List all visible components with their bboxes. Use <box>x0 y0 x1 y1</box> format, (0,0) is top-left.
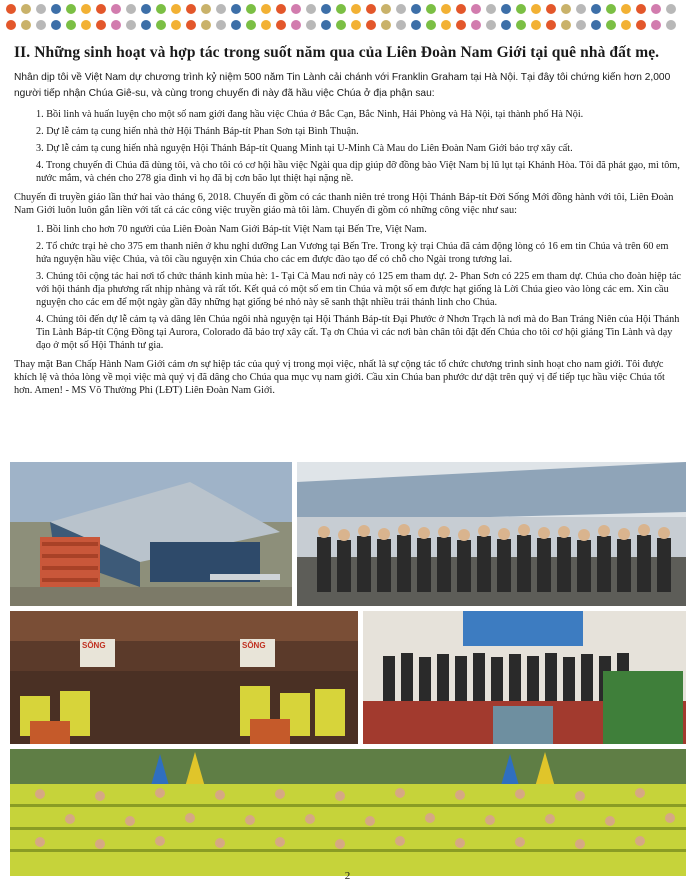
decorative-dot-border <box>6 4 690 32</box>
decorative-dot <box>396 20 406 30</box>
decorative-dot <box>396 4 406 14</box>
decorative-dot <box>606 20 616 30</box>
decorative-dot <box>471 20 481 30</box>
decorative-dot <box>6 20 16 30</box>
decorative-dot <box>276 4 286 14</box>
decorative-dot <box>441 4 451 14</box>
decorative-dot <box>381 4 391 14</box>
page-number: 2 <box>344 870 351 882</box>
decorative-dot <box>21 20 31 30</box>
decorative-dot <box>306 4 316 14</box>
decorative-dot <box>486 20 496 30</box>
decorative-dot <box>546 4 556 14</box>
decorative-dot <box>621 4 631 14</box>
decorative-dot <box>6 4 16 14</box>
decorative-dot <box>36 20 46 30</box>
decorative-dot <box>666 4 676 14</box>
decorative-dot <box>141 20 151 30</box>
decorative-dot <box>351 4 361 14</box>
decorative-dot <box>246 20 256 30</box>
decorative-dot <box>636 4 646 14</box>
article-content <box>14 44 682 403</box>
second-trip-paragraph: Chuyến đi truyền giáo lần thứ hai vào tháng 6, 2018. Chuyến đi gồm có các thanh niên trẻ trong Hội Thánh Báp-tít Đời Sống Mới đồng hành với tôi, Liên Đoàn Nam Giới luôn luôn gắn liền với tất cả các công việc truyền giáo mà tôi làm. Chuyến đi gồm có những công việc như sau: <box>14 192 674 216</box>
decorative-dot <box>21 4 31 14</box>
decorative-dot <box>411 20 421 30</box>
decorative-dot <box>426 20 436 30</box>
banner-text: SÔNG <box>242 641 266 650</box>
decorative-dot <box>321 4 331 14</box>
decorative-dot <box>171 4 181 14</box>
first-trip-list <box>14 108 682 185</box>
list-item: 2. Dự lễ cảm tạ cung hiến nhà thờ Hội Thánh Báp-tít Phan Sơn tại Bình Thuận. <box>36 126 359 137</box>
decorative-dot <box>216 4 226 14</box>
decorative-dot <box>591 20 601 30</box>
decorative-dot <box>81 4 91 14</box>
decorative-dot <box>126 20 136 30</box>
decorative-dot <box>291 4 301 14</box>
decorative-dot <box>651 20 661 30</box>
decorative-dot <box>366 4 376 14</box>
decorative-dot <box>81 20 91 30</box>
decorative-dot <box>516 20 526 30</box>
decorative-dot <box>156 20 166 30</box>
decorative-dot <box>231 4 241 14</box>
decorative-dot <box>216 20 226 30</box>
decorative-dot <box>261 4 271 14</box>
decorative-dot <box>636 20 646 30</box>
decorative-dot <box>576 20 586 30</box>
decorative-dot <box>231 20 241 30</box>
decorative-dot <box>531 20 541 30</box>
decorative-dot <box>591 4 601 14</box>
decorative-dot <box>306 20 316 30</box>
decorative-dot <box>456 20 466 30</box>
decorative-dot <box>201 4 211 14</box>
decorative-dot <box>606 4 616 14</box>
list-item: 1. Bồi linh cho hơn 70 người của Liên Đoàn Nam Giới Báp-tít Việt Nam tại Bến Tre, Việt Nam. <box>36 224 427 235</box>
decorative-dot <box>501 20 511 30</box>
decorative-dot <box>156 4 166 14</box>
decorative-dot <box>411 4 421 14</box>
decorative-dot <box>561 4 571 14</box>
decorative-dot <box>171 20 181 30</box>
section-heading: II. Những sinh hoạt và hợp tác trong suốt năm qua của Liên Đoàn Nam Giới tại quê nhà đất mẹ. <box>14 44 660 61</box>
decorative-dot <box>381 20 391 30</box>
decorative-dot <box>546 20 556 30</box>
decorative-dot <box>291 20 301 30</box>
photo-collage <box>10 462 686 876</box>
banner-text: SÔNG <box>82 641 106 650</box>
decorative-dot <box>51 20 61 30</box>
list-item: 4. Trong chuyến đi Chúa đã dùng tôi, và cho tôi có cơ hội hầu việc Ngài qua dịp giúp đỡ đồng bào Việt Nam bị lũ lụt tại Khánh Hòa. Tôi đã phát gạo, mì tôm, nước mắm, và chén cho 278 gia đình vì họ đã bị cơn bão lụt thiệt hại nặng nề. <box>36 160 680 184</box>
decorative-dot <box>621 20 631 30</box>
photo-chapel-construction <box>10 462 292 606</box>
decorative-dot <box>501 4 511 14</box>
decorative-dot <box>366 20 376 30</box>
decorative-dot <box>186 4 196 14</box>
decorative-dot <box>666 20 676 30</box>
decorative-dot <box>111 4 121 14</box>
decorative-dot <box>96 4 106 14</box>
photo-youth-hall <box>10 611 358 744</box>
decorative-dot <box>651 4 661 14</box>
decorative-dot <box>66 20 76 30</box>
decorative-dot <box>561 20 571 30</box>
decorative-dot <box>321 20 331 30</box>
list-item: 1. Bồi linh và huấn luyện cho một số nam giới đang hầu việc Chúa ở Bắc Cạn, Bắc Ninh, Hải Phòng và Hà Nội, tại thành phố Hà Nội. <box>36 109 584 120</box>
second-trip-list <box>14 223 682 352</box>
decorative-dot <box>246 4 256 14</box>
decorative-dot <box>141 4 151 14</box>
decorative-dot <box>276 20 286 30</box>
photo-church-group <box>297 462 686 606</box>
decorative-dot <box>456 4 466 14</box>
intro-paragraph: Nhân dịp tôi về Việt Nam dự chương trình kỷ niệm 500 năm Tin Lành cải chánh với Franklin Graham tại Hà Nội. Tại đây tôi chứng kiến hơn 2,000 người tiếp nhận Chúa Giê-su, và cùng trong chuyến đi này đã hầu việc Chúa ở địa phận sau: <box>14 72 671 99</box>
closing-paragraph: Thay mặt Ban Chấp Hành Nam Giới cảm ơn sự hiệp tác của quý vị trong mọi việc, nhất là sự cộng tác tổ chức chương trình sinh hoạt cho nam giới. Tôi được khích lệ và thỏa lòng về mọi việc mà quý vị đã dâng cho Chúa qua mục vụ nam giới. Cầu xin Chúa ban phước dư dật trên quý vị để tiếp tục hầu việc Chúa tốt hơn. Amen! - MS Võ Thường Phi (LĐT) Liên Đoàn Nam Giới. <box>14 359 665 396</box>
decorative-dot <box>261 20 271 30</box>
list-item: 2. Tổ chức trại hè cho 375 em thanh niên ở khu nghỉ dưỡng Lan Vương tại Bến Tre. Trong kỳ trại Chúa đã cảm động lòng có 16 em tin Chúa và trên 60 em hứa nguyện hầu việc Chúa, và tôi cầu nguyện xin Chúa cho các em được đào tạo để có chỗ cho Ngài trong tương lai. <box>36 241 669 265</box>
list-item: 3. Dự lễ cảm tạ cung hiến nhà nguyện Hội Thánh Báp-tít Quang Minh tại U-Minh Cà Mau do Liên Đoàn Nam Giới bảo trợ xây cất. <box>36 143 573 154</box>
decorative-dot <box>36 4 46 14</box>
decorative-dot <box>486 4 496 14</box>
decorative-dot <box>576 4 586 14</box>
decorative-dot <box>441 20 451 30</box>
decorative-dot <box>126 4 136 14</box>
decorative-dot <box>51 4 61 14</box>
list-item: 3. Chúng tôi cộng tác hai nơi tổ chức thánh kinh mùa hè: 1- Tại Cà Mau nơi này có 125 em tham dự. 2- Phan Sơn có 225 em tham dự. Chúa cho đoàn hiệp tác với hội thánh địa phương rất nhịp nhàng và rất tốt. Kết quả có một số em tin Chúa và một số em được hạt giống là Lời Chúa gieo vào lòng các em. Xin cầu nguyện cho các em để một ngày gần đây những hạt giống bé nhỏ này sẽ sanh thật nhiều trái thánh linh cho Chúa. <box>36 271 682 308</box>
photo-stage-group <box>363 611 686 744</box>
decorative-dot <box>516 4 526 14</box>
decorative-dot <box>96 20 106 30</box>
photo-youth-camp-group <box>10 749 686 876</box>
decorative-dot <box>336 4 346 14</box>
decorative-dot <box>471 4 481 14</box>
decorative-dot <box>336 20 346 30</box>
decorative-dot <box>201 20 211 30</box>
decorative-dot <box>111 20 121 30</box>
decorative-dot <box>186 20 196 30</box>
decorative-dot <box>531 4 541 14</box>
list-item: 4. Chúng tôi đến dự lễ cảm tạ và dâng lên Chúa ngôi nhà nguyện tại Hội Thánh Báp-tít Đại Phước ở Nhơn Trạch là nơi mà do Ban Tráng Niên của Hội Thánh Tin Lành Báp-tít Cộng Đồng tại Aurora, Colorado đã bảo trợ xây cất. Tạ ơn Chúa vì các nơi bàn chân tôi đặt đến Chúa cho tôi cơ hội giảng Tin Lành và dạy đạo ở một số Hội Thánh tư gia. <box>36 314 680 351</box>
decorative-dot <box>66 4 76 14</box>
decorative-dot <box>426 4 436 14</box>
decorative-dot <box>351 20 361 30</box>
